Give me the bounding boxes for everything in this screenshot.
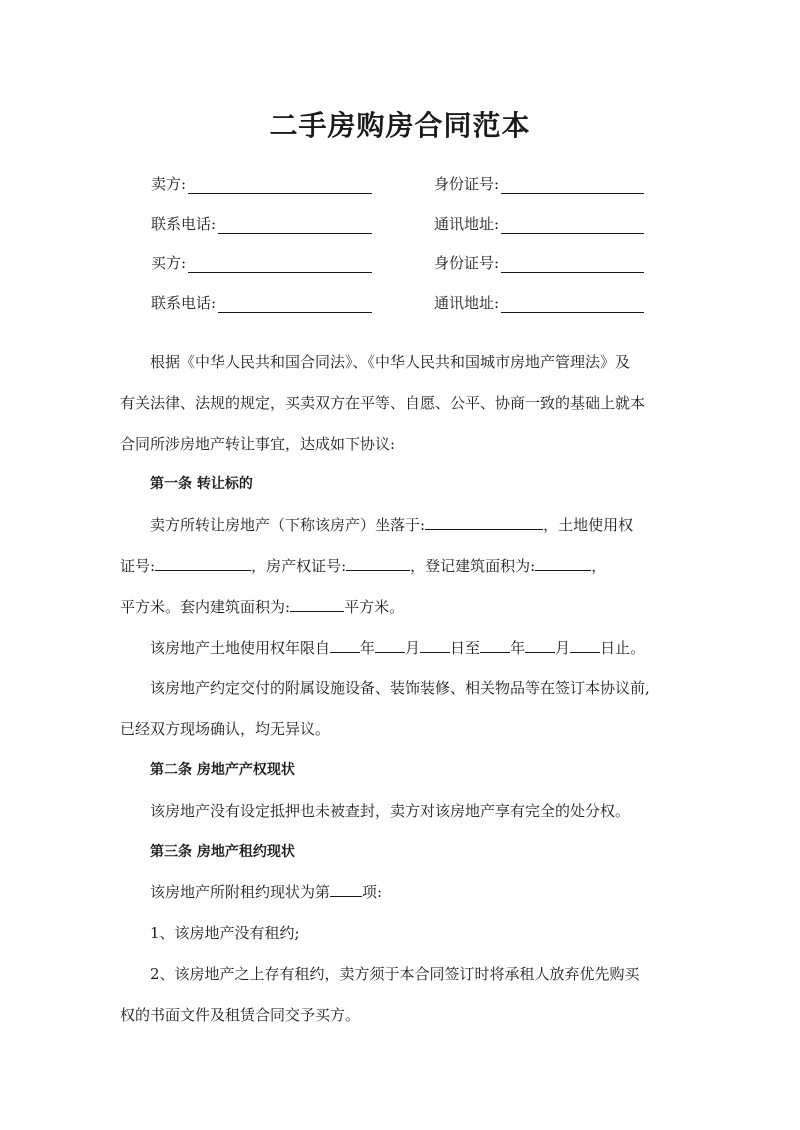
end-day-field[interactable] bbox=[570, 636, 600, 653]
article-1-heading: 第一条 转让标的 bbox=[150, 476, 253, 493]
inner-area-field[interactable] bbox=[290, 595, 344, 612]
seller-phone-label: 联系电话: bbox=[151, 214, 217, 233]
article-3-intro: 该房地产所附租约现状为第 项: bbox=[120, 872, 680, 913]
property-cert-field[interactable] bbox=[346, 554, 410, 571]
party-fields bbox=[151, 173, 671, 331]
article-1-fixtures-line-2: 已经双方现场确认，均无异议。 bbox=[120, 720, 331, 739]
article-3-item-2-line-2: 权的书面文件及租赁合同交予买方。 bbox=[120, 1005, 361, 1024]
seller-address-field[interactable] bbox=[501, 215, 644, 234]
buyer-address-field[interactable] bbox=[501, 294, 644, 313]
seller-contact-row bbox=[151, 213, 671, 253]
seller-phone-field[interactable] bbox=[218, 215, 372, 234]
registered-area-field[interactable] bbox=[535, 554, 591, 571]
article-2-heading: 第二条 房地产产权现状 bbox=[150, 761, 295, 778]
land-cert-field[interactable] bbox=[155, 554, 251, 571]
start-year-field[interactable] bbox=[330, 636, 360, 653]
contract-body bbox=[120, 342, 680, 1036]
buyer-phone-label: 联系电话: bbox=[151, 293, 217, 312]
article-1-certificates: 证号: ，房产权证号: ，登记建筑面积为: ， bbox=[120, 546, 680, 587]
location-field[interactable] bbox=[425, 513, 543, 530]
end-month-field[interactable] bbox=[525, 636, 555, 653]
preamble-line-1: 根据《中华人民共和国合同法》、《中华人民共和国城市房地产管理法》及 bbox=[150, 353, 631, 371]
start-day-field[interactable] bbox=[420, 636, 450, 653]
article-1-term: 该房地产土地使用权年限自 年 月 日至 年 月 日止。 bbox=[120, 628, 680, 669]
article-3-item-1: 1、该房地产没有租约; bbox=[150, 924, 300, 943]
article-1-fixtures-line-1: 该房地产约定交付的附属设施设备、装饰装修、相关物品等在签订本协议前, bbox=[150, 679, 650, 698]
preamble-line-2: 有关法律、法规的规定，买卖双方在平等、自愿、公平、协商一致的基础上就本 bbox=[120, 393, 646, 412]
preamble-line-3: 合同所涉房地产转让事宜，达成如下协议: bbox=[120, 434, 396, 453]
article-1-inner-area: 平方米。套内建筑面积为: 平方米。 bbox=[120, 587, 680, 628]
buyer-row bbox=[151, 252, 671, 292]
buyer-contact-row bbox=[151, 292, 671, 332]
lease-item-field[interactable] bbox=[330, 880, 362, 897]
end-year-field[interactable] bbox=[480, 636, 510, 653]
buyer-label: 买方: bbox=[151, 254, 187, 272]
seller-id-field[interactable] bbox=[501, 175, 644, 194]
buyer-id-field[interactable] bbox=[501, 254, 644, 273]
article-3-heading: 第三条 房地产租约现状 bbox=[150, 843, 295, 860]
seller-address-label: 通讯地址: bbox=[434, 214, 500, 233]
seller-id-label: 身份证号: bbox=[434, 175, 500, 193]
buyer-field[interactable] bbox=[188, 254, 372, 273]
article-1-location: 卖方所转让房地产（下称该房产）坐落于: ，土地使用权 bbox=[120, 505, 680, 546]
start-month-field[interactable] bbox=[375, 636, 405, 653]
buyer-address-label: 通讯地址: bbox=[434, 293, 500, 312]
seller-row bbox=[151, 173, 671, 213]
seller-label: 卖方: bbox=[151, 175, 187, 193]
article-3-item-2-line-1: 2、该房地产之上存有租约，卖方须于本合同签订时将承租人放弃优先购买 bbox=[150, 964, 640, 983]
buyer-phone-field[interactable] bbox=[218, 294, 372, 313]
document-title: 二手房购房合同范本 bbox=[269, 109, 531, 142]
article-2-text: 该房地产没有设定抵押也未被查封，卖方对该房地产享有完全的处分权。 bbox=[150, 801, 631, 820]
seller-field[interactable] bbox=[188, 175, 372, 194]
buyer-id-label: 身份证号: bbox=[434, 254, 500, 272]
